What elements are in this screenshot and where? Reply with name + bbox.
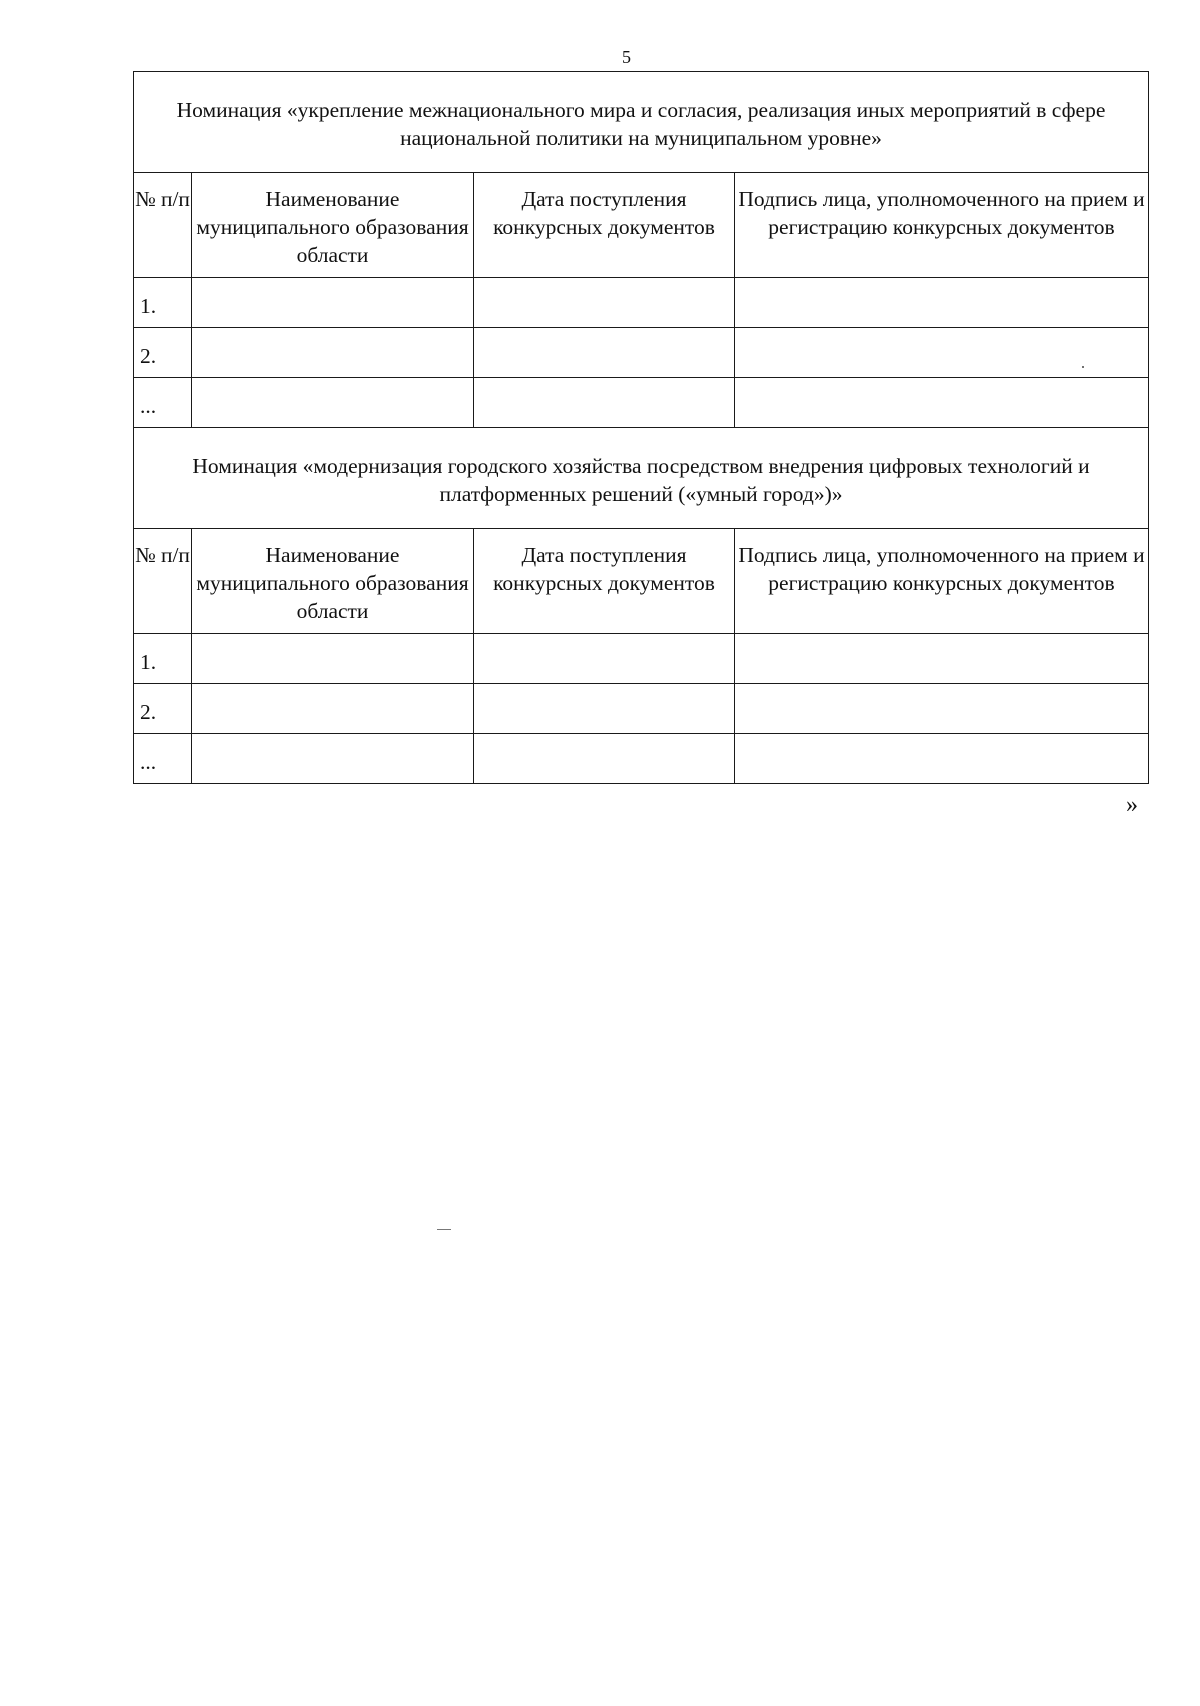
header-num: № п/п bbox=[134, 173, 192, 278]
signature-cell bbox=[735, 278, 1149, 328]
signature-cell bbox=[735, 634, 1149, 684]
date-cell bbox=[474, 378, 735, 428]
date-cell bbox=[474, 684, 735, 734]
header-municipality: Наименование муниципального образования области bbox=[192, 529, 474, 634]
header-signature: Подпись лица, уполномоченного на прием и регистрацию конкурсных документов bbox=[735, 173, 1149, 278]
row-number: ... bbox=[134, 378, 192, 428]
table-row bbox=[134, 328, 1149, 378]
table-row bbox=[134, 378, 1149, 428]
municipality-cell bbox=[192, 634, 474, 684]
page-number: 5 bbox=[622, 47, 631, 67]
municipality-cell bbox=[192, 278, 474, 328]
date-cell bbox=[474, 734, 735, 784]
scan-speck bbox=[437, 1229, 451, 1230]
header-date: Дата поступления конкурсных документов bbox=[474, 173, 735, 278]
header-date: Дата поступления конкурсных документов bbox=[474, 529, 735, 634]
signature-cell bbox=[735, 378, 1149, 428]
header-municipality: Наименование муниципального образования области bbox=[192, 173, 474, 278]
municipality-cell bbox=[192, 684, 474, 734]
date-cell bbox=[474, 278, 735, 328]
row-number: 1. bbox=[134, 278, 192, 328]
date-cell bbox=[474, 634, 735, 684]
signature-cell bbox=[735, 734, 1149, 784]
municipality-cell bbox=[192, 734, 474, 784]
signature-cell bbox=[735, 684, 1149, 734]
row-number: 2. bbox=[134, 328, 192, 378]
table-row bbox=[134, 278, 1149, 328]
table-row bbox=[134, 634, 1149, 684]
date-cell bbox=[474, 328, 735, 378]
scan-speck bbox=[1082, 366, 1084, 368]
column-header-row bbox=[134, 529, 1149, 634]
nomination-header-row bbox=[134, 428, 1149, 529]
table-row bbox=[134, 684, 1149, 734]
column-header-row bbox=[134, 173, 1149, 278]
nomination-title: Номинация «модернизация городского хозяйства посредством внедрения цифровых технологий и платформенных решений («умный город»)» bbox=[134, 428, 1149, 529]
row-number: 2. bbox=[134, 684, 192, 734]
header-num: № п/п bbox=[134, 529, 192, 634]
nominations-table bbox=[133, 71, 1149, 784]
row-number: 1. bbox=[134, 634, 192, 684]
nomination-header-row bbox=[134, 72, 1149, 173]
row-number: ... bbox=[134, 734, 192, 784]
table-row bbox=[134, 734, 1149, 784]
municipality-cell bbox=[192, 378, 474, 428]
municipality-cell bbox=[192, 328, 474, 378]
nomination-title: Номинация «укрепление межнационального мира и согласия, реализация иных мероприятий в сфере национальной политики на муниципальном уровне» bbox=[134, 72, 1149, 173]
signature-cell bbox=[735, 328, 1149, 378]
closing-quote: » bbox=[1126, 792, 1138, 818]
header-signature: Подпись лица, уполномоченного на прием и регистрацию конкурсных документов bbox=[735, 529, 1149, 634]
